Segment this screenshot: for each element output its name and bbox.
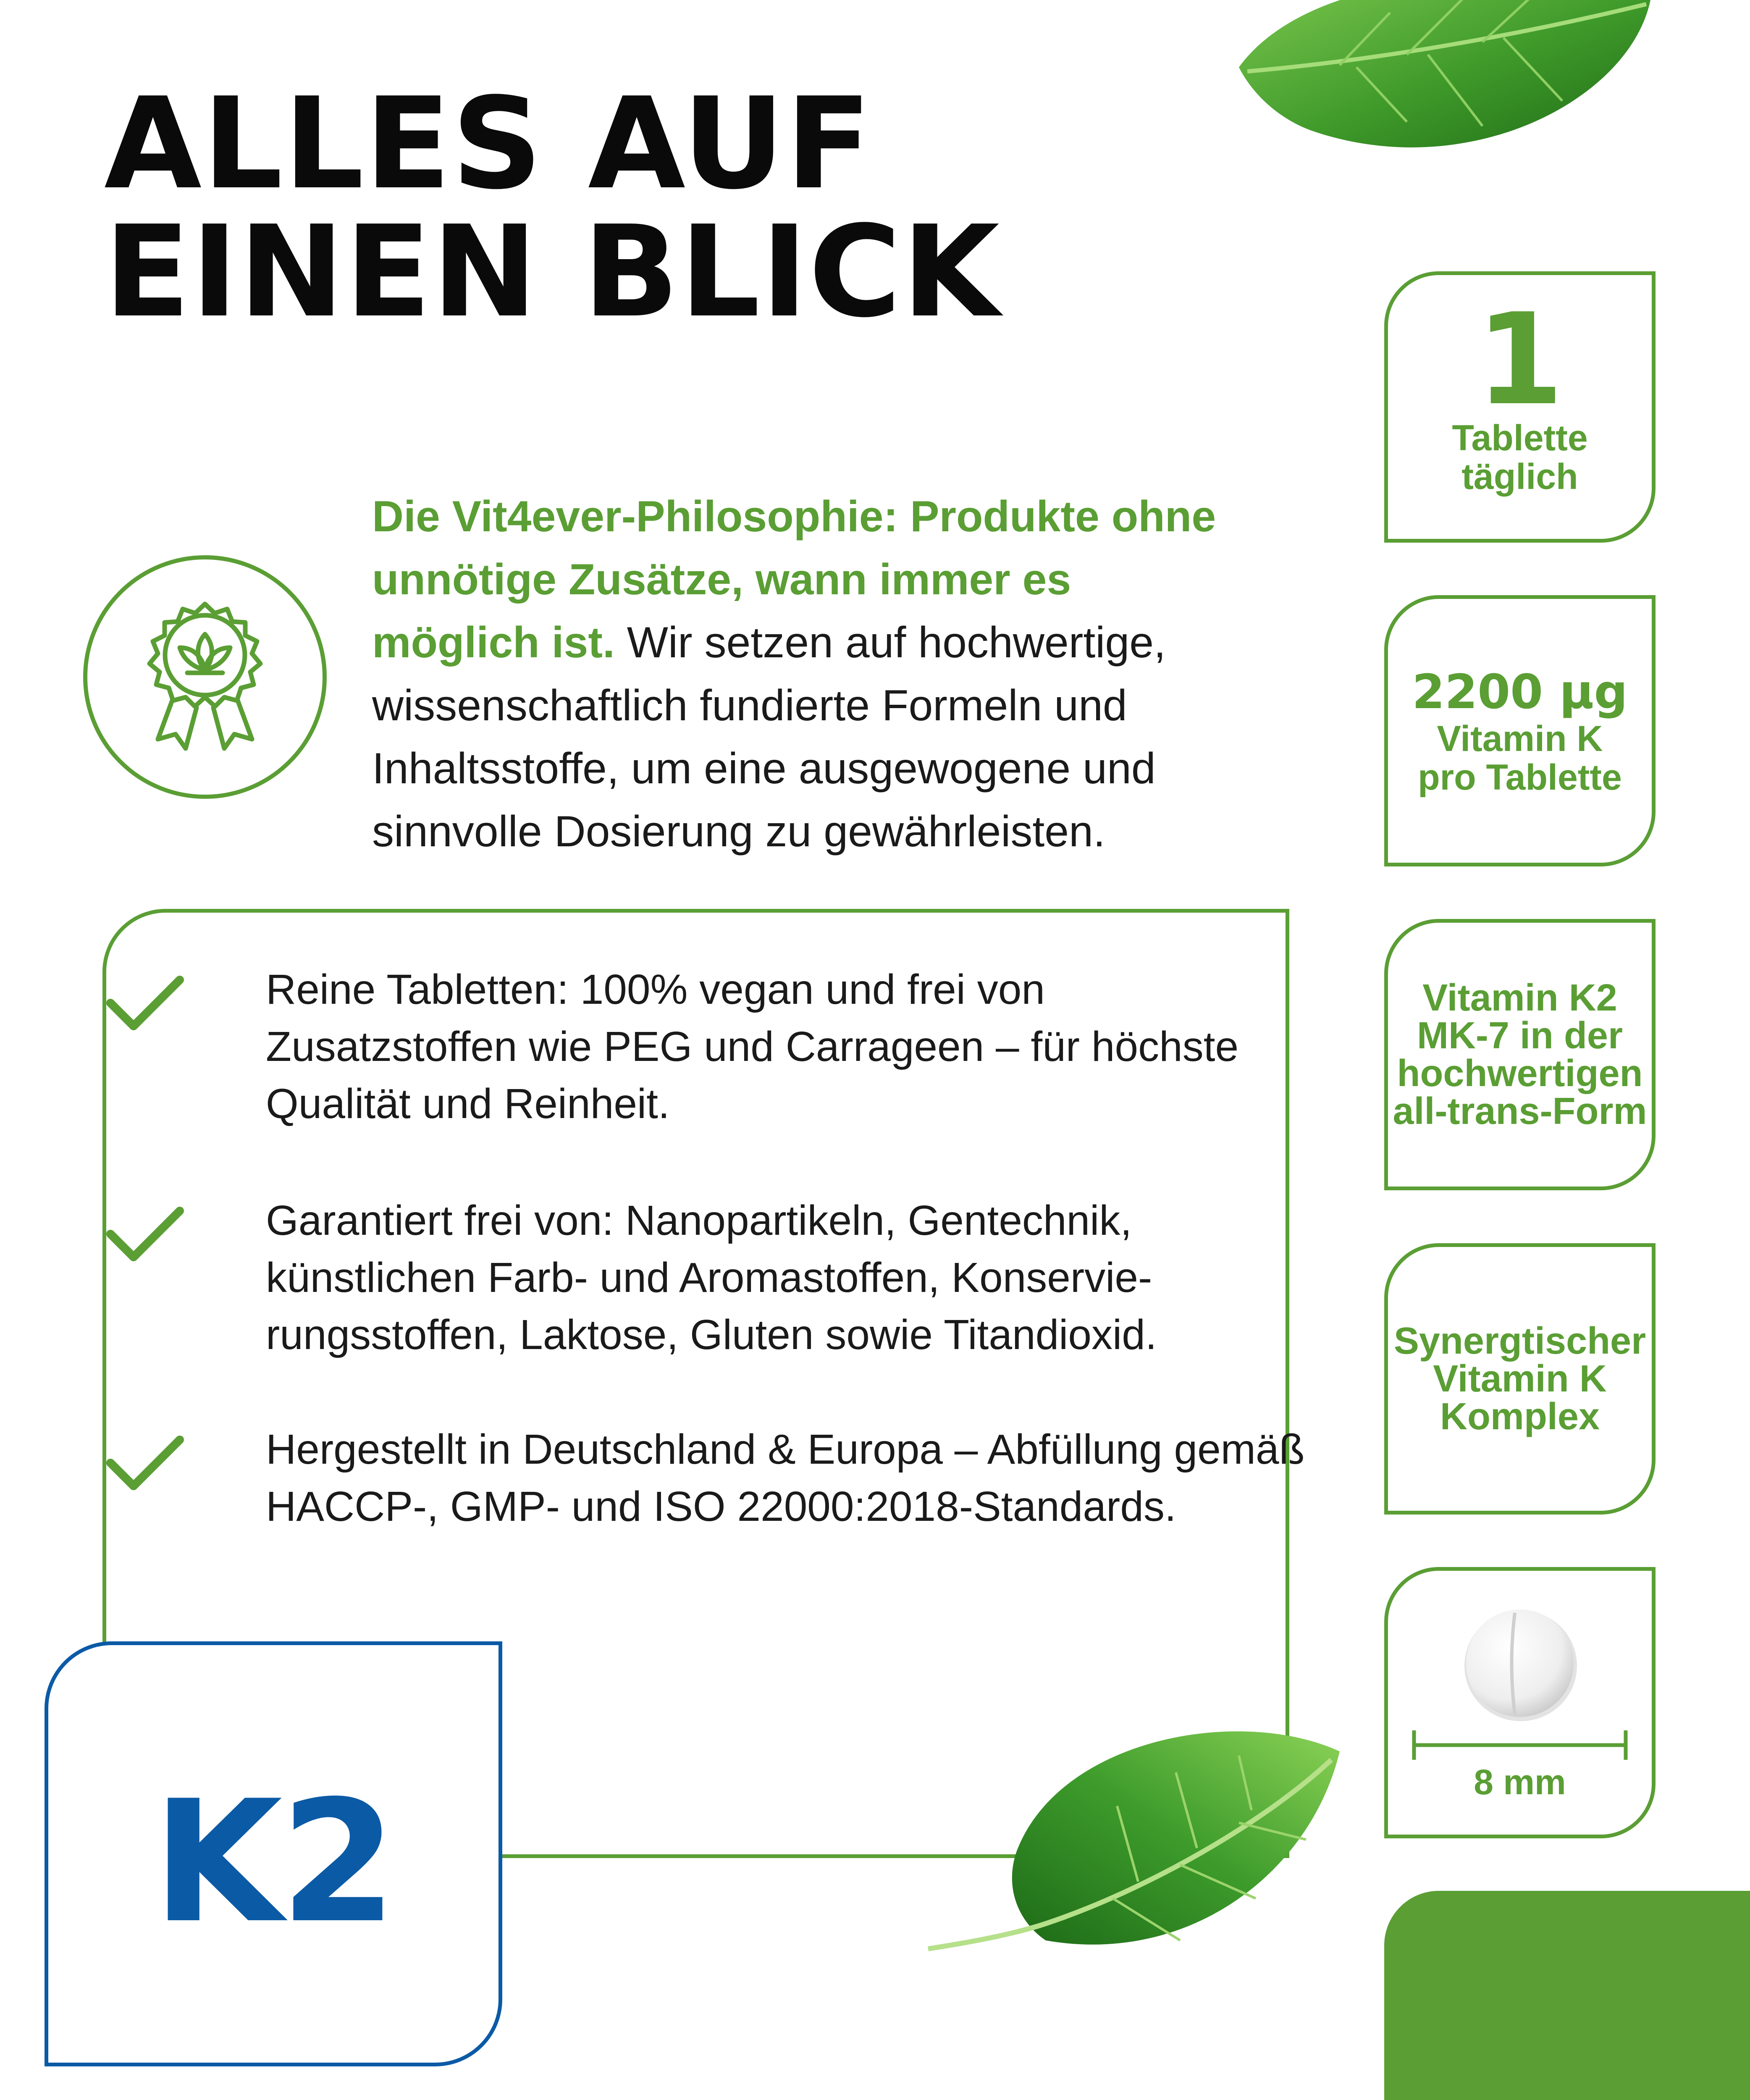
dosage-number: 1 xyxy=(1476,286,1564,433)
tablet-size-label: 8 mm xyxy=(1474,1762,1566,1802)
form-line-1: Vitamin K2 xyxy=(1422,977,1617,1019)
quality-seal-icon xyxy=(82,554,328,800)
form-line-2: MK-7 in der xyxy=(1417,1015,1623,1057)
feature-item xyxy=(266,961,1307,1132)
page-title xyxy=(104,71,1001,345)
amount-value: 2200 µg xyxy=(1412,665,1628,719)
checkmark-icon xyxy=(102,969,186,1037)
dimension-arrow-icon xyxy=(1414,1730,1626,1760)
k2-badge xyxy=(45,1641,502,2066)
feature-text: Garantiert frei von: Nanopartikeln, Gentechnik, künstlichen Farb- und Aromastoffen, Konservie-rungsstoffen, Laktose, Gluten sowie Titandioxid. xyxy=(266,1197,1157,1358)
dosage-line-2: täglich xyxy=(1461,457,1578,497)
complex-line-3: Komplex xyxy=(1440,1396,1600,1438)
amount-card xyxy=(1384,595,1656,866)
complex-line-2: Vitamin K xyxy=(1433,1358,1607,1400)
philosophy-paragraph xyxy=(372,485,1233,863)
amount-line-1: Vitamin K xyxy=(1437,719,1603,759)
size-card xyxy=(1384,1567,1656,1838)
feature-text: Reine Tabletten: 100% vegan und frei von Zusatzstoffen wie PEG und Carrageen – für höchste Qualität und Reinheit. xyxy=(266,966,1239,1127)
green-accent-block xyxy=(1384,1891,1750,2100)
philosophy-body: Wir setzen auf hochwertige, wissenschaftlich fundierte Formeln und Inhaltsstoffe, um eine ausgewogene und sinnvolle Dosierung zu gewährleisten. xyxy=(372,618,1166,856)
feature-item xyxy=(266,1421,1307,1535)
complex-line-1: Synergtischer xyxy=(1393,1320,1646,1362)
leaf-image-top xyxy=(1231,0,1684,185)
feature-text: Hergestellt in Deutschland & Europa – Abfüllung gemäß HACCP-, GMP- und ISO 22000:2018-Standards. xyxy=(266,1426,1305,1530)
amount-line-2: pro Tablette xyxy=(1418,757,1622,798)
form-line-3: hochwertigen xyxy=(1397,1053,1643,1095)
leaf-image-bottom xyxy=(920,1714,1348,1982)
tablet-image xyxy=(1402,1604,1637,1760)
philosophy-highlight: Die Vit4ever-Philosophie: Produkte ohne unnötige Zusätze, wann immer es möglich ist. xyxy=(372,492,1216,667)
title-line-1: ALLES AUF xyxy=(104,71,873,217)
feature-item xyxy=(266,1192,1307,1363)
checkmark-icon xyxy=(102,1429,186,1496)
dosage-card xyxy=(1384,271,1656,543)
k2-label: K2 xyxy=(152,1764,395,1960)
complex-card xyxy=(1384,1243,1656,1515)
form-line-4: all-trans-Form xyxy=(1393,1090,1647,1132)
dosage-line-1: Tablette xyxy=(1452,418,1588,458)
checkmark-icon xyxy=(102,1200,186,1268)
form-card xyxy=(1384,919,1656,1190)
title-line-2: EINEN BLICK xyxy=(104,199,1001,345)
